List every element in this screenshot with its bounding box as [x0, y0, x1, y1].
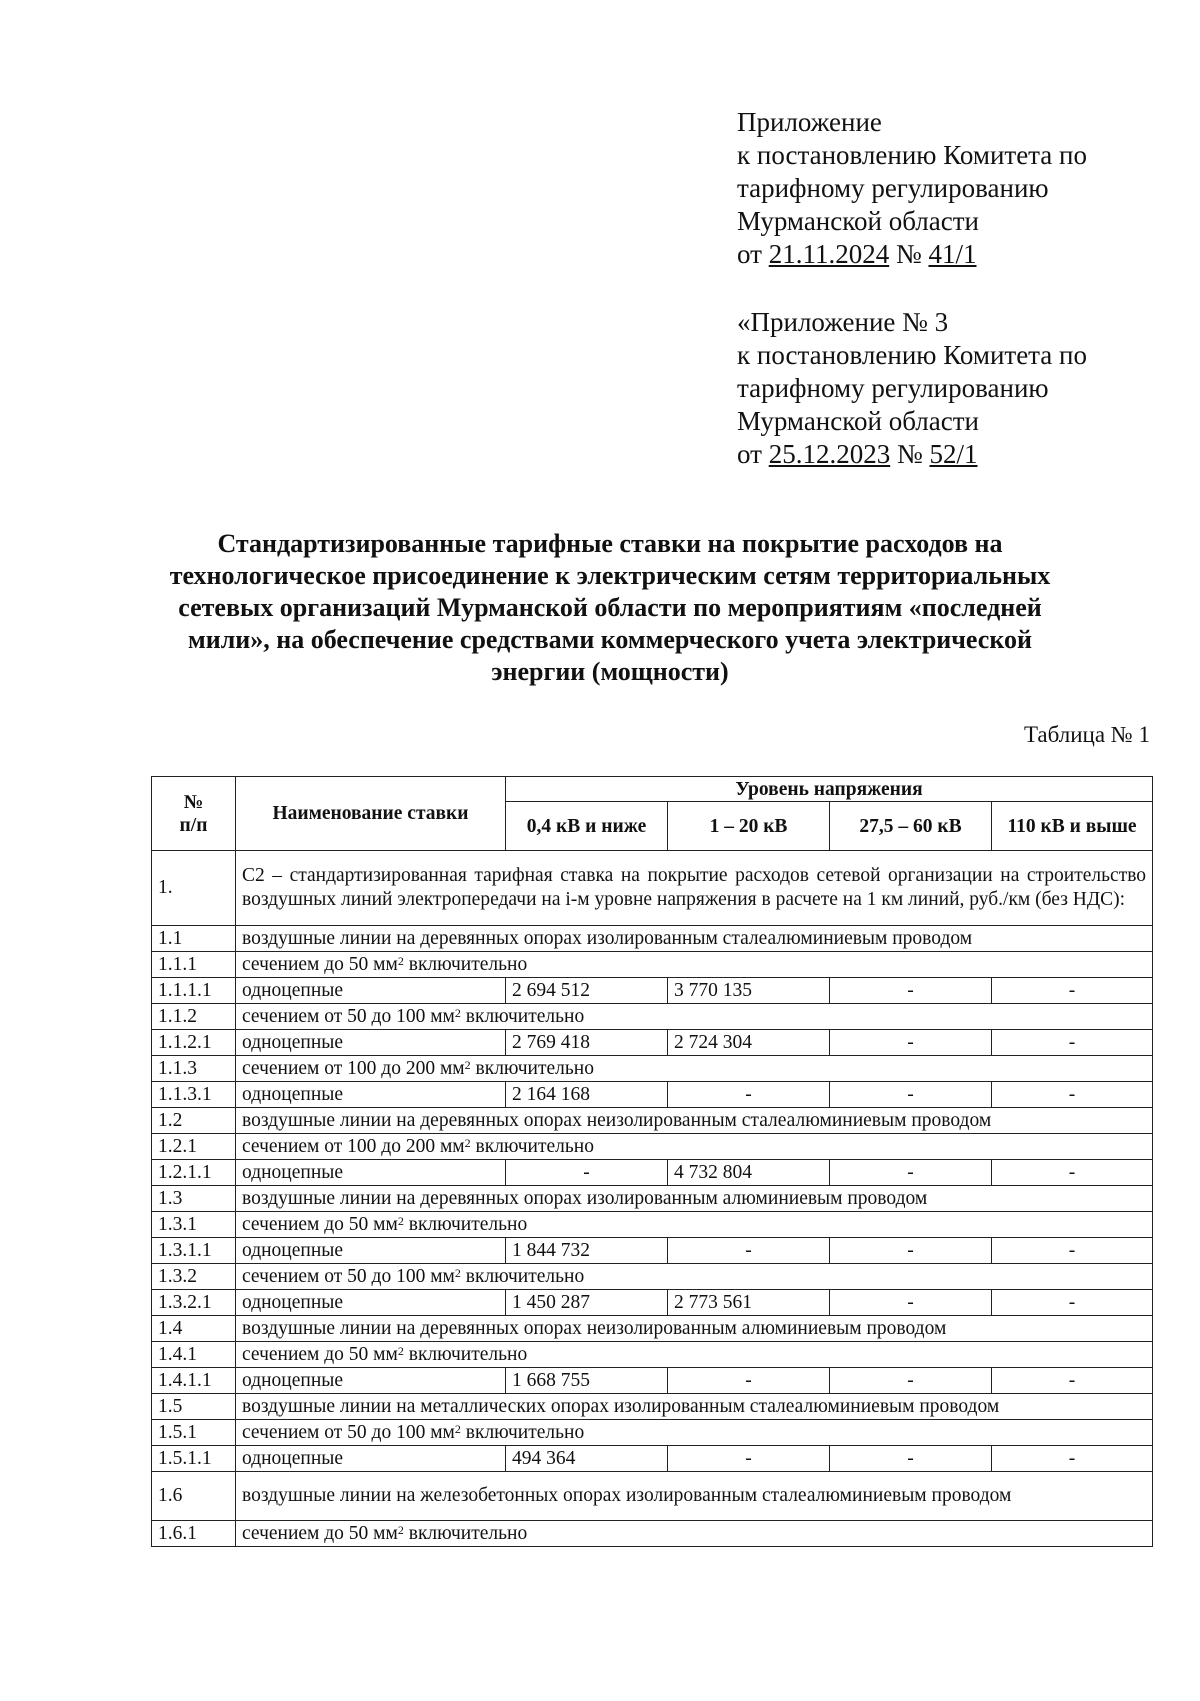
superscript: 2	[464, 1135, 471, 1150]
row-name-text: сечением от 50 до 100 мм	[242, 1421, 455, 1443]
value-cell: -	[992, 978, 1153, 1004]
col-header-voltage-group: Уровень напряжения	[506, 777, 1153, 802]
col-header-name: Наименование ставки	[236, 777, 506, 851]
table-row	[152, 1134, 1153, 1160]
value-cell: 494 364	[506, 1446, 668, 1472]
table-row	[152, 1420, 1153, 1446]
document-title	[120, 528, 1100, 688]
row-name: воздушные линии на железобетонных опорах изолированным сталеалюминиевым проводом	[236, 1472, 1153, 1521]
value-cell: 3 770 135	[668, 978, 830, 1004]
table-number-label: Таблица № 1	[1023, 722, 1150, 747]
value-cell: 2 773 561	[668, 1290, 830, 1316]
row-name: одноцепные	[236, 1238, 506, 1264]
col-header-v2: 1 – 20 кВ	[668, 802, 830, 851]
row-num: 1.1.2	[152, 1004, 236, 1030]
row-num: 1.1	[152, 926, 236, 952]
appendix-date-line	[737, 438, 1087, 471]
table-row	[152, 1316, 1153, 1342]
value-cell: -	[830, 978, 992, 1004]
superscript: 2	[397, 953, 404, 968]
superscript: 2	[454, 1265, 461, 1280]
row-num: 1.3.1	[152, 1212, 236, 1238]
row-name-tail: включительно	[470, 1135, 594, 1157]
row-num: 1.1.3	[152, 1056, 236, 1082]
row-name	[236, 1264, 1153, 1290]
row-name: С2 – стандартизированная тарифная ставка на покрытие расходов сетевой организации на строительство воздушных линий электропередачи на i-м уровне напряжения в расчете на 1 км линий, руб./км (без НДС):	[236, 851, 1153, 926]
table-row	[152, 952, 1153, 978]
superscript: 2	[397, 1522, 404, 1537]
row-name	[236, 1134, 1153, 1160]
value-cell: 1 668 755	[506, 1368, 668, 1394]
title-line: энергии (мощности)	[491, 657, 729, 686]
row-name	[236, 1212, 1153, 1238]
row-num: 1.3	[152, 1186, 236, 1212]
table-row	[152, 1394, 1153, 1420]
row-name-tail: включительно	[403, 953, 528, 975]
row-name-tail: включительно	[470, 1057, 594, 1079]
table-row	[152, 1446, 1153, 1472]
row-num: 1.4	[152, 1316, 236, 1342]
row-name-text: сечением от 50 до 100 мм	[242, 1005, 455, 1027]
row-num: 1.5.1.1	[152, 1446, 236, 1472]
col-header-v4: 110 кВ и выше	[992, 802, 1153, 851]
value-cell: -	[992, 1290, 1153, 1316]
row-num: 1.1.3.1	[152, 1082, 236, 1108]
title-line: Стандартизированные тарифные ставки на покрытие расходов на	[217, 529, 1003, 558]
date-prefix: от	[737, 439, 769, 469]
table-row	[152, 1108, 1153, 1134]
row-name-tail: включительно	[460, 1265, 585, 1287]
table-row	[152, 1082, 1153, 1108]
row-name-text: сечением от 100 до 200 мм	[242, 1057, 465, 1079]
table-row	[152, 1368, 1153, 1394]
appendix-line: «Приложение № 3	[737, 307, 949, 337]
header-row	[152, 777, 1153, 802]
title-line: сетевых организаций Мурманской области по мероприятиям «последней	[178, 593, 1042, 622]
row-name: воздушные линии на деревянных опорах изолированным алюминиевым проводом	[236, 1186, 1153, 1212]
row-num: 1.2.1	[152, 1134, 236, 1160]
row-num: 1.2	[152, 1108, 236, 1134]
row-name-text: сечением до 50 мм	[242, 1522, 398, 1544]
resolution-number: 41/1	[928, 239, 977, 269]
row-num: 1.5.1	[152, 1420, 236, 1446]
value-cell: -	[992, 1368, 1153, 1394]
row-name-text: сечением от 50 до 100 мм	[242, 1265, 455, 1287]
appendix-block-original	[737, 306, 1087, 471]
table-row	[152, 1004, 1153, 1030]
row-name: воздушные линии на деревянных опорах неизолированным алюминиевым проводом	[236, 1316, 1153, 1342]
value-cell: -	[992, 1082, 1153, 1108]
table-row	[152, 1212, 1153, 1238]
value-cell: -	[830, 1082, 992, 1108]
row-name: одноцепные	[236, 1368, 506, 1394]
row-num: 1.3.2.1	[152, 1290, 236, 1316]
value-cell: -	[830, 1160, 992, 1186]
row-name-tail: включительно	[460, 1421, 585, 1443]
row-name-text: сечением до 50 мм	[242, 1343, 398, 1365]
value-cell: -	[992, 1238, 1153, 1264]
row-num: 1.4.1.1	[152, 1368, 236, 1394]
col-header-num: № п/п	[152, 777, 236, 851]
col-header-v3: 27,5 – 60 кВ	[830, 802, 992, 851]
appendix-line: тарифному регулированию	[737, 173, 1049, 203]
row-num: 1.6	[152, 1472, 236, 1521]
superscript: 2	[454, 1421, 461, 1436]
row-name-tail: включительно	[460, 1005, 585, 1027]
appendix-line: Мурманской области	[737, 206, 979, 236]
table-row	[152, 978, 1153, 1004]
appendix-date-line	[737, 238, 1087, 271]
row-name	[236, 1342, 1153, 1368]
row-name: одноцепные	[236, 1082, 506, 1108]
value-cell: -	[668, 1082, 830, 1108]
row-num: 1.4.1	[152, 1342, 236, 1368]
row-num: 1.3.2	[152, 1264, 236, 1290]
appendix-block	[737, 106, 1087, 271]
title-line: мили», на обеспечение средствами коммерческого учета электрической	[188, 625, 1032, 654]
table-row	[152, 1290, 1153, 1316]
superscript: 2	[464, 1057, 471, 1072]
value-cell: -	[830, 1238, 992, 1264]
value-cell: -	[992, 1446, 1153, 1472]
row-num: 1.6.1	[152, 1521, 236, 1547]
table-row	[152, 1264, 1153, 1290]
title-line: технологическое присоединение к электрическим сетям территориальных	[169, 561, 1051, 590]
row-num: 1.5	[152, 1394, 236, 1420]
resolution-number: 52/1	[929, 439, 978, 469]
value-cell: -	[668, 1446, 830, 1472]
value-cell: -	[992, 1030, 1153, 1056]
table-row	[152, 1030, 1153, 1056]
row-name	[236, 1420, 1153, 1446]
appendix-line: к постановлению Комитета по	[737, 340, 1087, 370]
row-name	[236, 1521, 1153, 1547]
appendix-line: к постановлению Комитета по	[737, 140, 1087, 170]
tariff-table	[151, 776, 1153, 1547]
superscript: 2	[397, 1213, 404, 1228]
value-cell: 2 724 304	[668, 1030, 830, 1056]
row-name: одноцепные	[236, 1446, 506, 1472]
table-row	[152, 1056, 1153, 1082]
superscript: 2	[397, 1343, 404, 1358]
value-cell: -	[830, 1290, 992, 1316]
table-row	[152, 1342, 1153, 1368]
table-row	[152, 1186, 1153, 1212]
row-name: воздушные линии на металлических опорах изолированным сталеалюминиевым проводом	[236, 1394, 1153, 1420]
row-name-tail: включительно	[403, 1343, 528, 1365]
col-header-v1: 0,4 кВ и ниже	[506, 802, 668, 851]
row-num: 1.1.1	[152, 952, 236, 978]
row-name-tail: включительно	[403, 1213, 528, 1235]
appendix-line: Приложение	[737, 107, 882, 137]
resolution-date: 25.12.2023	[768, 439, 891, 469]
row-name: одноцепные	[236, 1160, 506, 1186]
row-num: 1.1.2.1	[152, 1030, 236, 1056]
row-name-text: сечением до 50 мм	[242, 953, 398, 975]
appendix-line: тарифному регулированию	[737, 373, 1049, 403]
row-name: одноцепные	[236, 1290, 506, 1316]
value-cell: -	[830, 1446, 992, 1472]
appendix-line: Мурманской области	[737, 406, 979, 436]
row-name	[236, 952, 1153, 978]
number-prefix: №	[889, 239, 929, 269]
row-name-text: сечением до 50 мм	[242, 1213, 398, 1235]
table-row	[152, 1238, 1153, 1264]
date-prefix: от	[737, 239, 769, 269]
value-cell: 2 164 168	[506, 1082, 668, 1108]
row-num: 1.2.1.1	[152, 1160, 236, 1186]
value-cell: -	[668, 1238, 830, 1264]
resolution-date: 21.11.2024	[768, 239, 890, 269]
table-row	[152, 1521, 1153, 1547]
row-name-tail: включительно	[403, 1522, 528, 1544]
value-cell: -	[992, 1160, 1153, 1186]
row-num: 1.1.1.1	[152, 978, 236, 1004]
value-cell: -	[506, 1160, 668, 1186]
table-row	[152, 1472, 1153, 1521]
table-row	[152, 851, 1153, 926]
row-name: одноцепные	[236, 978, 506, 1004]
table-row	[152, 926, 1153, 952]
value-cell: -	[668, 1368, 830, 1394]
value-cell: 4 732 804	[668, 1160, 830, 1186]
value-cell: -	[830, 1368, 992, 1394]
row-name	[236, 1056, 1153, 1082]
value-cell: 1 450 287	[506, 1290, 668, 1316]
row-name: одноцепные	[236, 1030, 506, 1056]
row-name	[236, 1004, 1153, 1030]
value-cell: 1 844 732	[506, 1238, 668, 1264]
row-name: воздушные линии на деревянных опорах изолированным сталеалюминиевым проводом	[236, 926, 1153, 952]
superscript: 2	[454, 1005, 461, 1020]
row-num: 1.	[152, 851, 236, 926]
value-cell: 2 694 512	[506, 978, 668, 1004]
value-cell: 2 769 418	[506, 1030, 668, 1056]
row-name-text: сечением от 100 до 200 мм	[242, 1135, 465, 1157]
table-row	[152, 1160, 1153, 1186]
row-num: 1.3.1.1	[152, 1238, 236, 1264]
number-prefix: №	[890, 439, 930, 469]
row-name: воздушные линии на деревянных опорах неизолированным сталеалюминиевым проводом	[236, 1108, 1153, 1134]
value-cell: -	[830, 1030, 992, 1056]
